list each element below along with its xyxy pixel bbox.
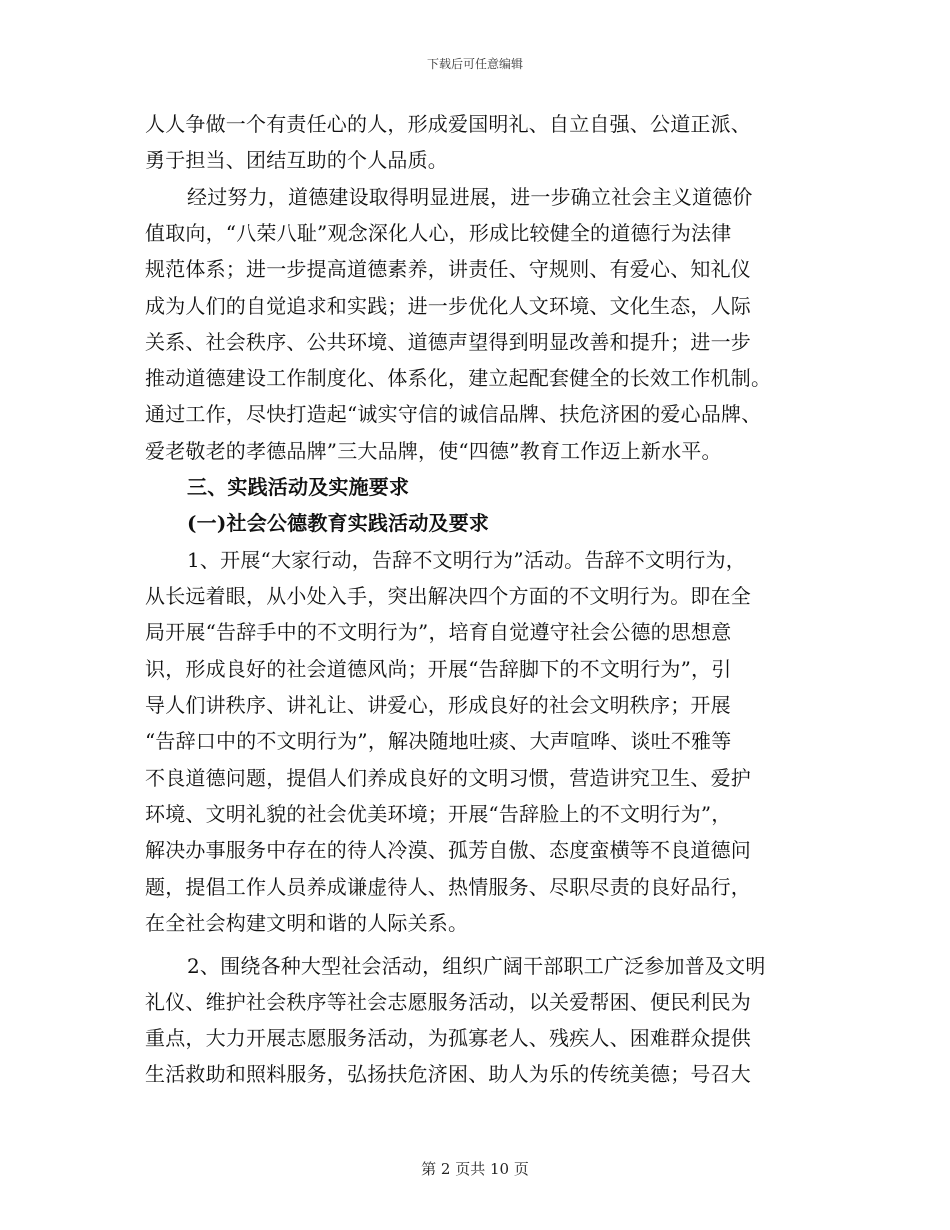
text-line: 识，形成良好的社会道德风尚；开展“告辞脚下的不文明行为”，引 — [145, 657, 732, 681]
text-line: 题，提倡工作人员养成谦虚待人、热情服务、尽职尽责的良好品行， — [145, 875, 751, 899]
text-line: 规范体系；进一步提高道德素养，讲责任、守规则、有爱心、知礼仪 — [145, 257, 751, 281]
text-line: 通过工作，尽快打造起“诚实守信的诚信品牌、扶危济困的爱心品牌、 — [145, 402, 762, 426]
paragraph-start: 经过努力，道德建设取得明显进展，进一步确立社会主义道德价 — [187, 185, 753, 209]
subsection-heading: (一)社会公德教育实践活动及要求 — [187, 511, 490, 535]
text-line: “告辞口中的不文明行为”，解决随地吐痰、大声喧哗、谈吐不雅等 — [145, 729, 732, 753]
paragraph-start: 1、开展“大家行动，告辞不文明行为”活动。告辞不文明行为， — [187, 548, 746, 572]
page-header: 下载后可任意编辑 — [426, 57, 523, 71]
text-line: 礼仪、维护社会秩序等社会志愿服务活动，以关爱帮困、便民利民为 — [145, 990, 751, 1014]
text-line: 重点，大力开展志愿服务活动，为孤寡老人、残疾人、困难群众提供 — [145, 1026, 751, 1050]
page-footer: 第 2 页共 10 页 — [421, 1160, 529, 1178]
text-line: 在全社会构建文明和谐的人际关系。 — [145, 911, 469, 935]
text-line: 局开展“告辞手中的不文明行为”，培育自觉遵守社会公德的思想意 — [145, 620, 732, 644]
text-line: 人人争做一个有责任心的人，形成爱国明礼、自立自强、公道正派、 — [145, 112, 751, 136]
text-line: 环境、文明礼貌的社会优美环境；开展“告辞脸上的不文明行为”， — [145, 802, 732, 826]
text-line: 推动道德建设工作制度化、体系化，建立起配套健全的长效工作机制。 — [145, 366, 772, 390]
paragraph-start: 2、围绕各种大型社会活动，组织广阔干部职工广泛参加普及文明 — [187, 954, 766, 978]
text-line: 关系、社会秩序、公共环境、道德声望得到明显改善和提升；进一步 — [145, 330, 751, 354]
text-line: 成为人们的自觉追求和实践；进一步优化人文环境、文化生态，人际 — [145, 294, 751, 318]
text-line: 爱老敬老的孝德品牌”三大品牌，使“四德”教育工作迈上新水平。 — [145, 439, 722, 463]
section-heading: 三、实践活动及实施要求 — [187, 475, 410, 499]
text-line: 解决办事服务中存在的待人冷漠、孤芳自傲、态度蛮横等不良道德问 — [145, 838, 751, 862]
text-line: 勇于担当、团结互助的个人品质。 — [145, 148, 448, 172]
text-line: 生活救助和照料服务，弘扬扶危济困、助人为乐的传统美德；号召大 — [145, 1062, 751, 1086]
text-line: 值取向，“八荣八耻”观念深化人心，形成比较健全的道德行为法律 — [145, 221, 732, 245]
text-line: 导人们讲秩序、讲礼让、讲爱心，形成良好的社会文明秩序；开展 — [145, 693, 731, 717]
text-line: 不良道德问题，提倡人们养成良好的文明习惯，营造讲究卫生、爱护 — [145, 766, 751, 790]
text-line: 从长远着眼，从小处入手，突出解决四个方面的不文明行为。即在全 — [145, 584, 751, 608]
